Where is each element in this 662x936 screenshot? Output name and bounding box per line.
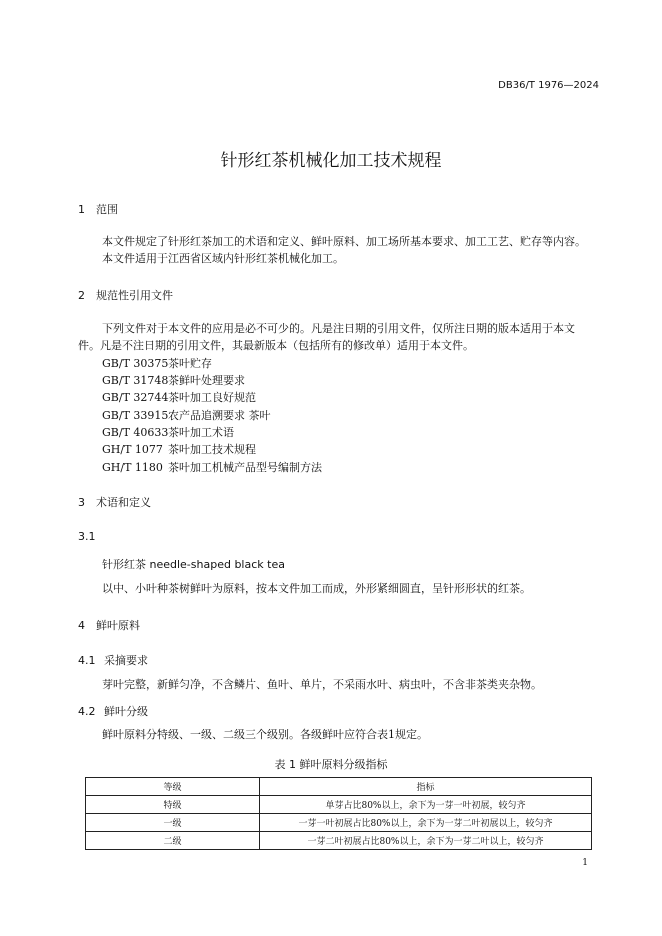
- reference-title: 茶叶加工技术规程: [168, 443, 256, 456]
- paragraph: 鲜叶原料分特级、一级、二级三个级别。各级鲜叶应符合表1规定。: [102, 728, 428, 741]
- subsection-heading-harvest: [78, 652, 148, 668]
- reference-item: [102, 407, 271, 423]
- section-heading-raw-material: [78, 617, 140, 633]
- paragraph: 本文件规定了针形红茶加工的术语和定义、鲜叶原料、加工场所基本要求、加工工艺、贮存等内容。: [102, 235, 586, 248]
- term-name: 针形红茶 needle-shaped black tea: [102, 558, 285, 571]
- paragraph: 本文件适用于江西省区域内针形红茶机械化加工。: [102, 252, 344, 265]
- page-title: 针形红茶机械化加工技术规程: [220, 151, 442, 171]
- table-caption: 表 1 鲜叶原料分级指标: [274, 758, 388, 771]
- reference-code: GH/T 1077: [102, 443, 163, 456]
- reference-item: [102, 372, 245, 388]
- section-title: 规范性引用文件: [96, 289, 173, 302]
- term-definition: 以中、小叶种茶树鲜叶为原料，按本文件加工而成，外形紧细圆直，呈针形形状的红茶。: [102, 582, 531, 595]
- reference-title: 茶叶加工良好规范: [168, 391, 256, 404]
- reference-title: 农产品追溯要求 茶叶: [168, 409, 271, 422]
- section-number: 3: [78, 496, 85, 509]
- section-number: 2: [78, 289, 85, 302]
- section-heading-scope: [78, 201, 118, 217]
- subsection-title: 采摘要求: [104, 654, 148, 667]
- grading-table: [85, 777, 592, 850]
- paragraph: 件。凡是不注日期的引用文件，其最新版本（包括所有的修改单）适用于本文件。: [78, 339, 474, 352]
- table-cell: 一芽二叶初展占比80%以上，余下为一芽二叶以上，较匀齐: [260, 832, 592, 850]
- subsection-title: 鲜叶分级: [104, 705, 148, 718]
- table-header-cell: 指标: [260, 778, 592, 796]
- table-cell: 单芽占比80%以上，余下为一芽一叶初展，较匀齐: [260, 796, 592, 814]
- reference-item: [102, 441, 256, 457]
- reference-title: 茶叶加工机械产品型号编制方法: [168, 461, 322, 474]
- section-title: 术语和定义: [96, 496, 151, 509]
- reference-code: GB/T 30375: [102, 357, 169, 370]
- reference-title: 茶鲜叶处理要求: [168, 374, 245, 387]
- table-row: [86, 814, 592, 832]
- reference-item: [102, 424, 234, 440]
- table-cell: 二级: [86, 832, 260, 850]
- term-entry-number: 3.1: [78, 530, 96, 543]
- reference-title: 茶叶加工术语: [168, 426, 234, 439]
- section-title: 鲜叶原料: [96, 619, 140, 632]
- section-heading-terms: [78, 494, 151, 510]
- section-title: 范围: [96, 203, 118, 216]
- page-number: 1: [582, 858, 588, 868]
- table-cell: 特级: [86, 796, 260, 814]
- table-header-cell: 等级: [86, 778, 260, 796]
- section-number: 1: [78, 203, 85, 216]
- standard-code: DB36/T 1976—2024: [498, 80, 599, 91]
- reference-item: [102, 355, 212, 371]
- paragraph: 下列文件对于本文件的应用是必不可少的。凡是注日期的引用文件，仅所注日期的版本适用于本文: [102, 322, 575, 335]
- table-cell: 一级: [86, 814, 260, 832]
- table-header-row: [86, 778, 592, 796]
- reference-code: GB/T 32744: [102, 391, 169, 404]
- reference-title: 茶叶贮存: [168, 357, 212, 370]
- reference-code: GB/T 33915: [102, 409, 169, 422]
- reference-item: [102, 389, 256, 405]
- reference-code: GB/T 40633: [102, 426, 169, 439]
- reference-code: GH/T 1180: [102, 461, 163, 474]
- table-row: [86, 832, 592, 850]
- reference-code: GB/T 31748: [102, 374, 169, 387]
- section-heading-normative-refs: [78, 287, 173, 303]
- reference-item: [102, 459, 322, 475]
- paragraph: 芽叶完整，新鲜匀净，不含鳞片、鱼叶、单片，不采雨水叶、病虫叶，不含非茶类夹杂物。: [102, 678, 542, 691]
- table-row: [86, 796, 592, 814]
- section-number: 4: [78, 619, 85, 632]
- subsection-heading-grading: [78, 703, 148, 719]
- subsection-number: 4.2: [78, 705, 96, 718]
- subsection-number: 4.1: [78, 654, 96, 667]
- table-cell: 一芽一叶初展占比80%以上，余下为一芽二叶初展以上，较匀齐: [260, 814, 592, 832]
